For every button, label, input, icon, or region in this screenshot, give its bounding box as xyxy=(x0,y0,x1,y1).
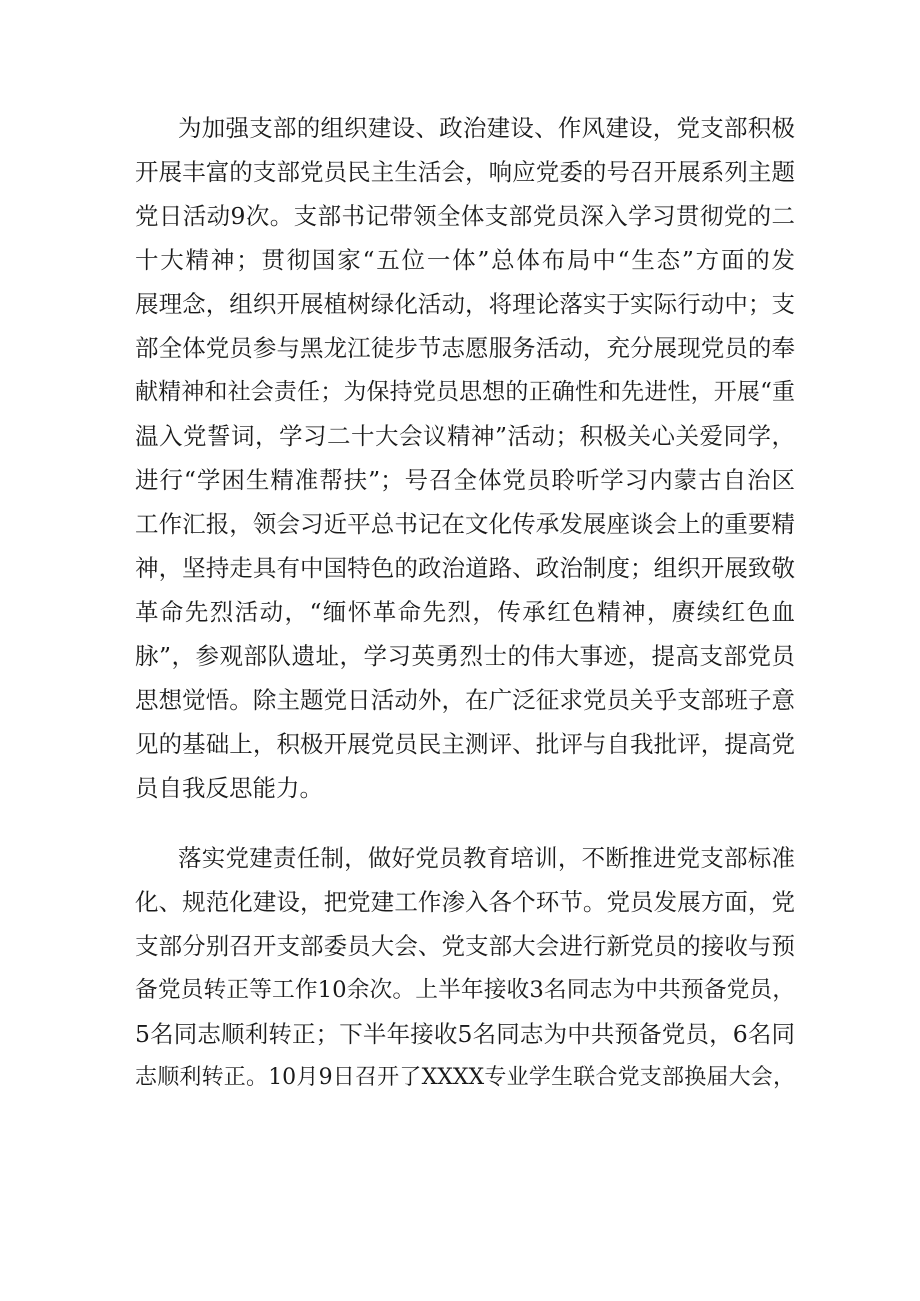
paragraph-1-line-10: 工作汇报，领会习近平总书记在文化传承发展座谈会上的重要精 xyxy=(135,510,795,538)
paragraph-2-line-4: 备党员转正等工作10余次。上半年接收3名同志为中共预备党员， xyxy=(135,977,795,1003)
paragraph-2-line-3: 支部分别召开支部委员大会、党支部大会进行新党员的接收与预 xyxy=(135,932,795,960)
paragraph-1-line-11: 神，坚持走具有中国特色的政治道路、政治制度；组织开展致敬 xyxy=(135,554,795,582)
paragraph-1-line-8: 温入党誓词，学习二十大会议精神”活动；积极关心关爱同学， xyxy=(135,422,795,450)
paragraph-1-line-2: 开展丰富的支部党员民主生活会，响应党委的号召开展系列主题 xyxy=(135,158,795,186)
paragraph-1-line-7: 献精神和社会责任；为保持党员思想的正确性和先进性，开展“重 xyxy=(135,379,795,405)
paragraph-2-line-1: 落实党建责任制，做好党员教育培训，不断推进党支部标准 xyxy=(178,844,795,872)
paragraph-1-line-16: 员自我反思能力。 xyxy=(135,774,323,802)
paragraph-2-line-6: 志顺利转正。10月9日召开了XXXX专业学生联合党支部换届大会， xyxy=(135,1065,795,1090)
paragraph-1-line-4: 十大精神；贯彻国家“五位一体”总体布局中“生态”方面的发 xyxy=(135,246,795,274)
paragraph-1-line-6: 部全体党员参与黑龙江徒步节志愿服务活动，充分展现党员的奉 xyxy=(135,334,795,362)
paragraph-1-line-5: 展理念，组织开展植树绿化活动，将理论落实于实际行动中；支 xyxy=(135,290,795,318)
paragraph-1-line-3: 党日活动9次。支部书记带领全体支部党员深入学习贯彻党的二 xyxy=(135,202,795,230)
paragraph-1-line-1: 为加强支部的组织建设、政治建设、作风建设，党支部积极 xyxy=(178,114,795,142)
paragraph-2-line-5: 5名同志顺利转正；下半年接收5名同志为中共预备党员，6名同 xyxy=(135,1020,795,1048)
paragraph-1-line-9: 进行“学困生精准帮扶”；号召全体党员聆听学习内蒙古自治区 xyxy=(135,466,795,494)
paragraph-1-line-13: 脉”，参观部队遗址，学习英勇烈士的伟大事迹，提高支部党员 xyxy=(135,642,795,670)
paragraph-1-line-15: 见的基础上，积极开展党员民主测评、批评与自我批评，提高党 xyxy=(135,730,795,758)
paragraph-1-line-12: 革命先烈活动，“缅怀革命先烈，传承红色精神，赓续红色血 xyxy=(135,598,795,626)
paragraph-1-line-14: 思想觉悟。除主题党日活动外，在广泛征求党员关乎支部班子意 xyxy=(135,686,795,714)
paragraph-2-line-2: 化、规范化建设，把党建工作渗入各个环节。党员发展方面，党 xyxy=(135,888,795,916)
